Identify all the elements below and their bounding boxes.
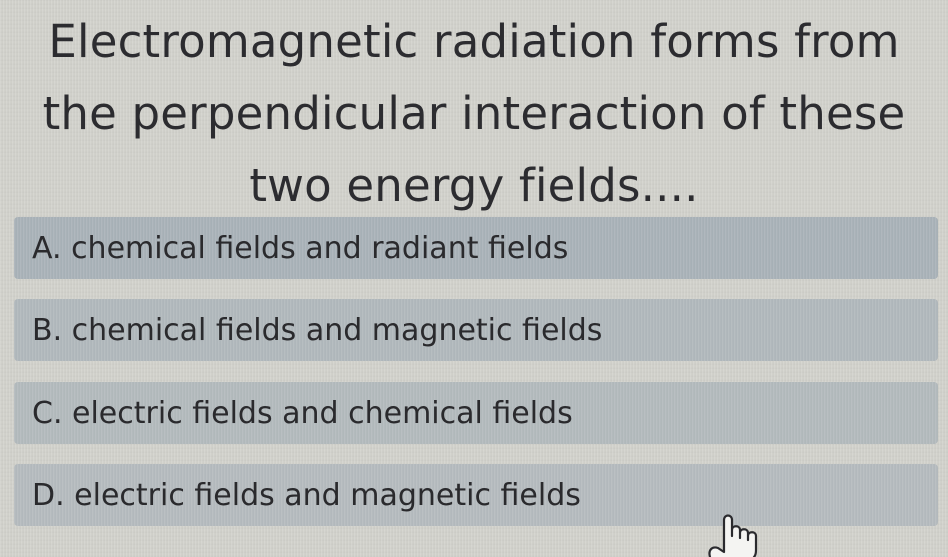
question-line-1: Electromagnetic radiation forms from [48,15,900,68]
question-line-2: the perpendicular interaction of these [42,87,906,140]
option-b-label: B. chemical fields and magnetic fields [32,312,603,348]
option-d-label: D. electric fields and magnetic fields [32,477,581,513]
option-c-button[interactable] [14,382,938,444]
option-c-label: C. electric fields and chemical fields [32,395,573,431]
option-a-button[interactable] [14,217,938,279]
option-a-label: A. chemical fields and radiant fields [32,230,569,266]
option-b-button[interactable] [14,299,938,361]
question-line-3: two energy fields.... [249,159,699,212]
option-d-button[interactable] [14,464,938,526]
hand-pointer-icon [700,500,780,557]
question-text [0,6,948,222]
